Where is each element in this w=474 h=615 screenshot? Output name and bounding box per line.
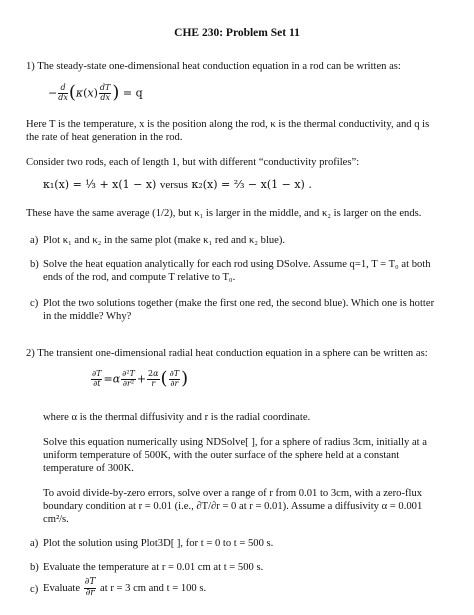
part-label: a) — [30, 538, 39, 549]
problem2-definitions: where α is the thermal diffusivity and r is the radial coordinate. — [43, 412, 311, 423]
problem1-average-note: These have the same average (1/2), but κ₁ is larger in the middle, and κ₂ is larger on the ends. — [26, 208, 422, 219]
part-text: Plot the solution using Plot3D[ ], for t = 0 to t = 500 s. — [43, 538, 274, 549]
part-label: b) — [30, 562, 39, 573]
conductivity-profiles — [43, 178, 312, 193]
problem1-equation: − $\frac{d}{dx}$ (κ(x) $\frac{dT}{dx}$ ) = q — [48, 82, 143, 103]
part-label: b) — [30, 259, 39, 270]
problem1-definitions: Here T is the temperature, x is the position along the rod, κ is the thermal conductivity, and q is the rate of heat generation in the rod. — [26, 119, 430, 144]
problem2-part-b — [30, 561, 443, 574]
problem1-part-a — [30, 234, 443, 247]
problem2-avoid-text: To avoid divide-by-zero errors, solve over a range of r from 0.01 to 3cm, with a zero-flux boundary condition at r = 0.01 (i.e., ∂T/∂r = 0 at r = 0.01). Assume a diffusivity α = 0.001 cm²/s. — [43, 488, 423, 526]
part-text-before: Evaluate — [43, 582, 81, 594]
problem1-consider: Consider two rods, each of length 1, but with different “conductivity profiles”: — [26, 157, 360, 168]
part-label: c) — [30, 584, 39, 595]
part-text: Evaluate the temperature at r = 0.01 cm at t = 500 s. — [43, 562, 264, 573]
problem2-solve-text: Solve this equation numerically using NDSolve[ ], for a sphere of radius 3cm, initially at a uniform temperature of 500K, with the outer surface of the sphere held at a constant temperature of 300K. — [43, 437, 427, 475]
problem2-part-c: c) Evaluate $\frac{\partial T}{\partial r}$ at r = 3 cm and t = 100 s. — [30, 577, 207, 598]
problem2-part-a — [30, 537, 443, 550]
equation-rhs: = q — [122, 86, 143, 100]
part-text: Plot κ₁ and κ₂ in the same plot (make κ₁ red and κ₂ blue). — [43, 235, 286, 246]
k2-formula: κ₂(x) = ⅔ − x(1 − x) . — [191, 178, 312, 191]
part-text-after: at r = 3 cm and t = 100 s. — [100, 582, 207, 594]
part-text: Plot the two solutions together (make the first one red, the second blue). Which one is hotter in the middle? Why? — [43, 298, 435, 323]
part-label: a) — [30, 235, 39, 246]
problem1-part-c — [30, 297, 443, 323]
problem2-intro: 2) The transient one-dimensional radial heat conduction equation in a sphere can be written as: — [26, 348, 428, 359]
page-title: CHE 230: Problem Set 11 — [174, 27, 300, 39]
k1-formula: κ₁(x) = ⅓ + x(1 − x) — [43, 178, 157, 191]
part-text: Solve the heat equation analytically for each rod using DSolve. Assume q=1, T = T₀ at both ends of the rod, and compute T relative to T₀. — [43, 259, 431, 284]
problem2-equation: $\frac{\partial T}{\partial t}$ =α $\frac{\text{∂²T}}{\text{∂r²}}$ + $\frac{2\alpha}{r}$ ( $\frac{\partial T}{\partial r}$ ) — [92, 368, 189, 389]
versus-text: versus — [159, 179, 188, 191]
part-label: c) — [30, 298, 39, 309]
problem1-intro: 1) The steady-state one-dimensional heat conduction equation in a rod can be written as: — [26, 61, 401, 72]
problem1-part-b — [30, 258, 443, 284]
